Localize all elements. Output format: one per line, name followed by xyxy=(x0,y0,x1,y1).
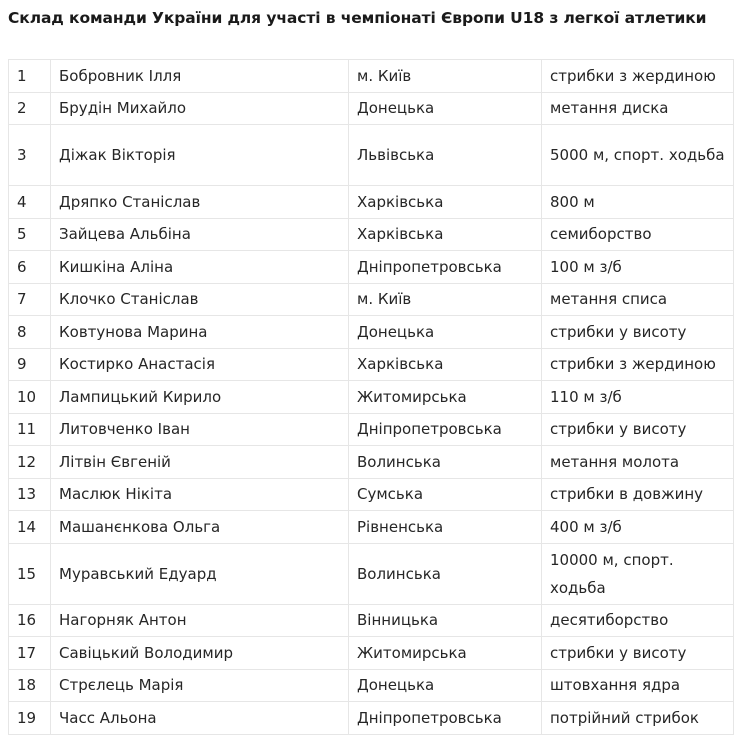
athlete-name: Муравський Едуард xyxy=(51,543,349,604)
athlete-region: Харківська xyxy=(349,186,542,219)
athlete-event: стрибки у висоту xyxy=(542,413,734,446)
table-row xyxy=(9,413,734,446)
page-title: Склад команди України для участі в чемпіонаті Європи U18 з легкої атлетики xyxy=(8,9,707,27)
table-row xyxy=(9,637,734,670)
table-row xyxy=(9,186,734,219)
athlete-name: Ковтунова Марина xyxy=(51,316,349,349)
athlete-name: Часс Альона xyxy=(51,702,349,735)
row-number: 12 xyxy=(9,446,51,479)
athlete-event: 800 м xyxy=(542,186,734,219)
athlete-event: потрійний стрибок xyxy=(542,702,734,735)
athlete-name: Костирко Анастасія xyxy=(51,348,349,381)
athlete-region: Дніпропетровська xyxy=(349,251,542,284)
row-number: 4 xyxy=(9,186,51,219)
athlete-region: Харківська xyxy=(349,218,542,251)
row-number: 14 xyxy=(9,511,51,544)
athlete-event: метання молота xyxy=(542,446,734,479)
athlete-name: Машанєнкова Ольга xyxy=(51,511,349,544)
table-row xyxy=(9,669,734,702)
row-number: 10 xyxy=(9,381,51,414)
row-number: 3 xyxy=(9,125,51,186)
athlete-name: Лампицький Кирило xyxy=(51,381,349,414)
table-row xyxy=(9,60,734,93)
row-number: 16 xyxy=(9,604,51,637)
athlete-event: стрибки у висоту xyxy=(542,316,734,349)
athlete-region: Житомирська xyxy=(349,637,542,670)
athlete-name: Брудін Михайло xyxy=(51,92,349,125)
athlete-event: штовхання ядра xyxy=(542,669,734,702)
athlete-region: м. Київ xyxy=(349,283,542,316)
athlete-region: Львівська xyxy=(349,125,542,186)
athlete-event: метання диска xyxy=(542,92,734,125)
athlete-name: Литовченко Іван xyxy=(51,413,349,446)
athlete-region: м. Київ xyxy=(349,60,542,93)
table-row xyxy=(9,348,734,381)
athlete-name: Клочко Станіслав xyxy=(51,283,349,316)
athlete-region: Сумська xyxy=(349,478,542,511)
athlete-event: стрибки з жердиною xyxy=(542,348,734,381)
athlete-region: Дніпропетровська xyxy=(349,702,542,735)
table-row xyxy=(9,446,734,479)
athlete-event: 400 м з/б xyxy=(542,511,734,544)
table-row xyxy=(9,251,734,284)
athlete-region: Дніпропетровська xyxy=(349,413,542,446)
table-row xyxy=(9,478,734,511)
athlete-name: Літвін Євгеній xyxy=(51,446,349,479)
athlete-region: Вінницька xyxy=(349,604,542,637)
table-row xyxy=(9,92,734,125)
table-row xyxy=(9,218,734,251)
athlete-event: метання списа xyxy=(542,283,734,316)
table-row xyxy=(9,316,734,349)
athlete-name: Савіцький Володимир xyxy=(51,637,349,670)
row-number: 15 xyxy=(9,543,51,604)
row-number: 11 xyxy=(9,413,51,446)
team-roster-table xyxy=(8,59,734,735)
athlete-event: десятиборство xyxy=(542,604,734,637)
athlete-event: 100 м з/б xyxy=(542,251,734,284)
athlete-region: Волинська xyxy=(349,543,542,604)
table-row xyxy=(9,702,734,735)
table-row xyxy=(9,381,734,414)
athlete-name: Стрєлець Марія xyxy=(51,669,349,702)
table-row xyxy=(9,125,734,186)
athlete-region: Волинська xyxy=(349,446,542,479)
athlete-region: Рівненська xyxy=(349,511,542,544)
table-row xyxy=(9,283,734,316)
athlete-name: Бобровник Ілля xyxy=(51,60,349,93)
athlete-region: Донецька xyxy=(349,669,542,702)
athlete-name: Маслюк Нікіта xyxy=(51,478,349,511)
athlete-event: семиборство xyxy=(542,218,734,251)
athlete-name: Діжак Вікторія xyxy=(51,125,349,186)
athlete-event: 110 м з/б xyxy=(542,381,734,414)
athlete-name: Нагорняк Антон xyxy=(51,604,349,637)
row-number: 5 xyxy=(9,218,51,251)
row-number: 6 xyxy=(9,251,51,284)
table-row xyxy=(9,511,734,544)
athlete-name: Кишкіна Аліна xyxy=(51,251,349,284)
row-number: 1 xyxy=(9,60,51,93)
athlete-region: Житомирська xyxy=(349,381,542,414)
athlete-event: 5000 м, спорт. ходьба xyxy=(542,125,734,186)
athlete-event: 10000 м, спорт. ходьба xyxy=(542,543,734,604)
table-row xyxy=(9,543,734,604)
row-number: 8 xyxy=(9,316,51,349)
athlete-event: стрибки у висоту xyxy=(542,637,734,670)
athlete-event: стрибки з жердиною xyxy=(542,60,734,93)
athlete-region: Донецька xyxy=(349,316,542,349)
athlete-region: Донецька xyxy=(349,92,542,125)
athlete-region: Харківська xyxy=(349,348,542,381)
athlete-name: Зайцева Альбіна xyxy=(51,218,349,251)
athlete-event: стрибки в довжину xyxy=(542,478,734,511)
row-number: 2 xyxy=(9,92,51,125)
row-number: 13 xyxy=(9,478,51,511)
team-roster-body xyxy=(9,60,734,735)
row-number: 17 xyxy=(9,637,51,670)
row-number: 9 xyxy=(9,348,51,381)
athlete-name: Дряпко Станіслав xyxy=(51,186,349,219)
table-row xyxy=(9,604,734,637)
row-number: 19 xyxy=(9,702,51,735)
row-number: 18 xyxy=(9,669,51,702)
row-number: 7 xyxy=(9,283,51,316)
